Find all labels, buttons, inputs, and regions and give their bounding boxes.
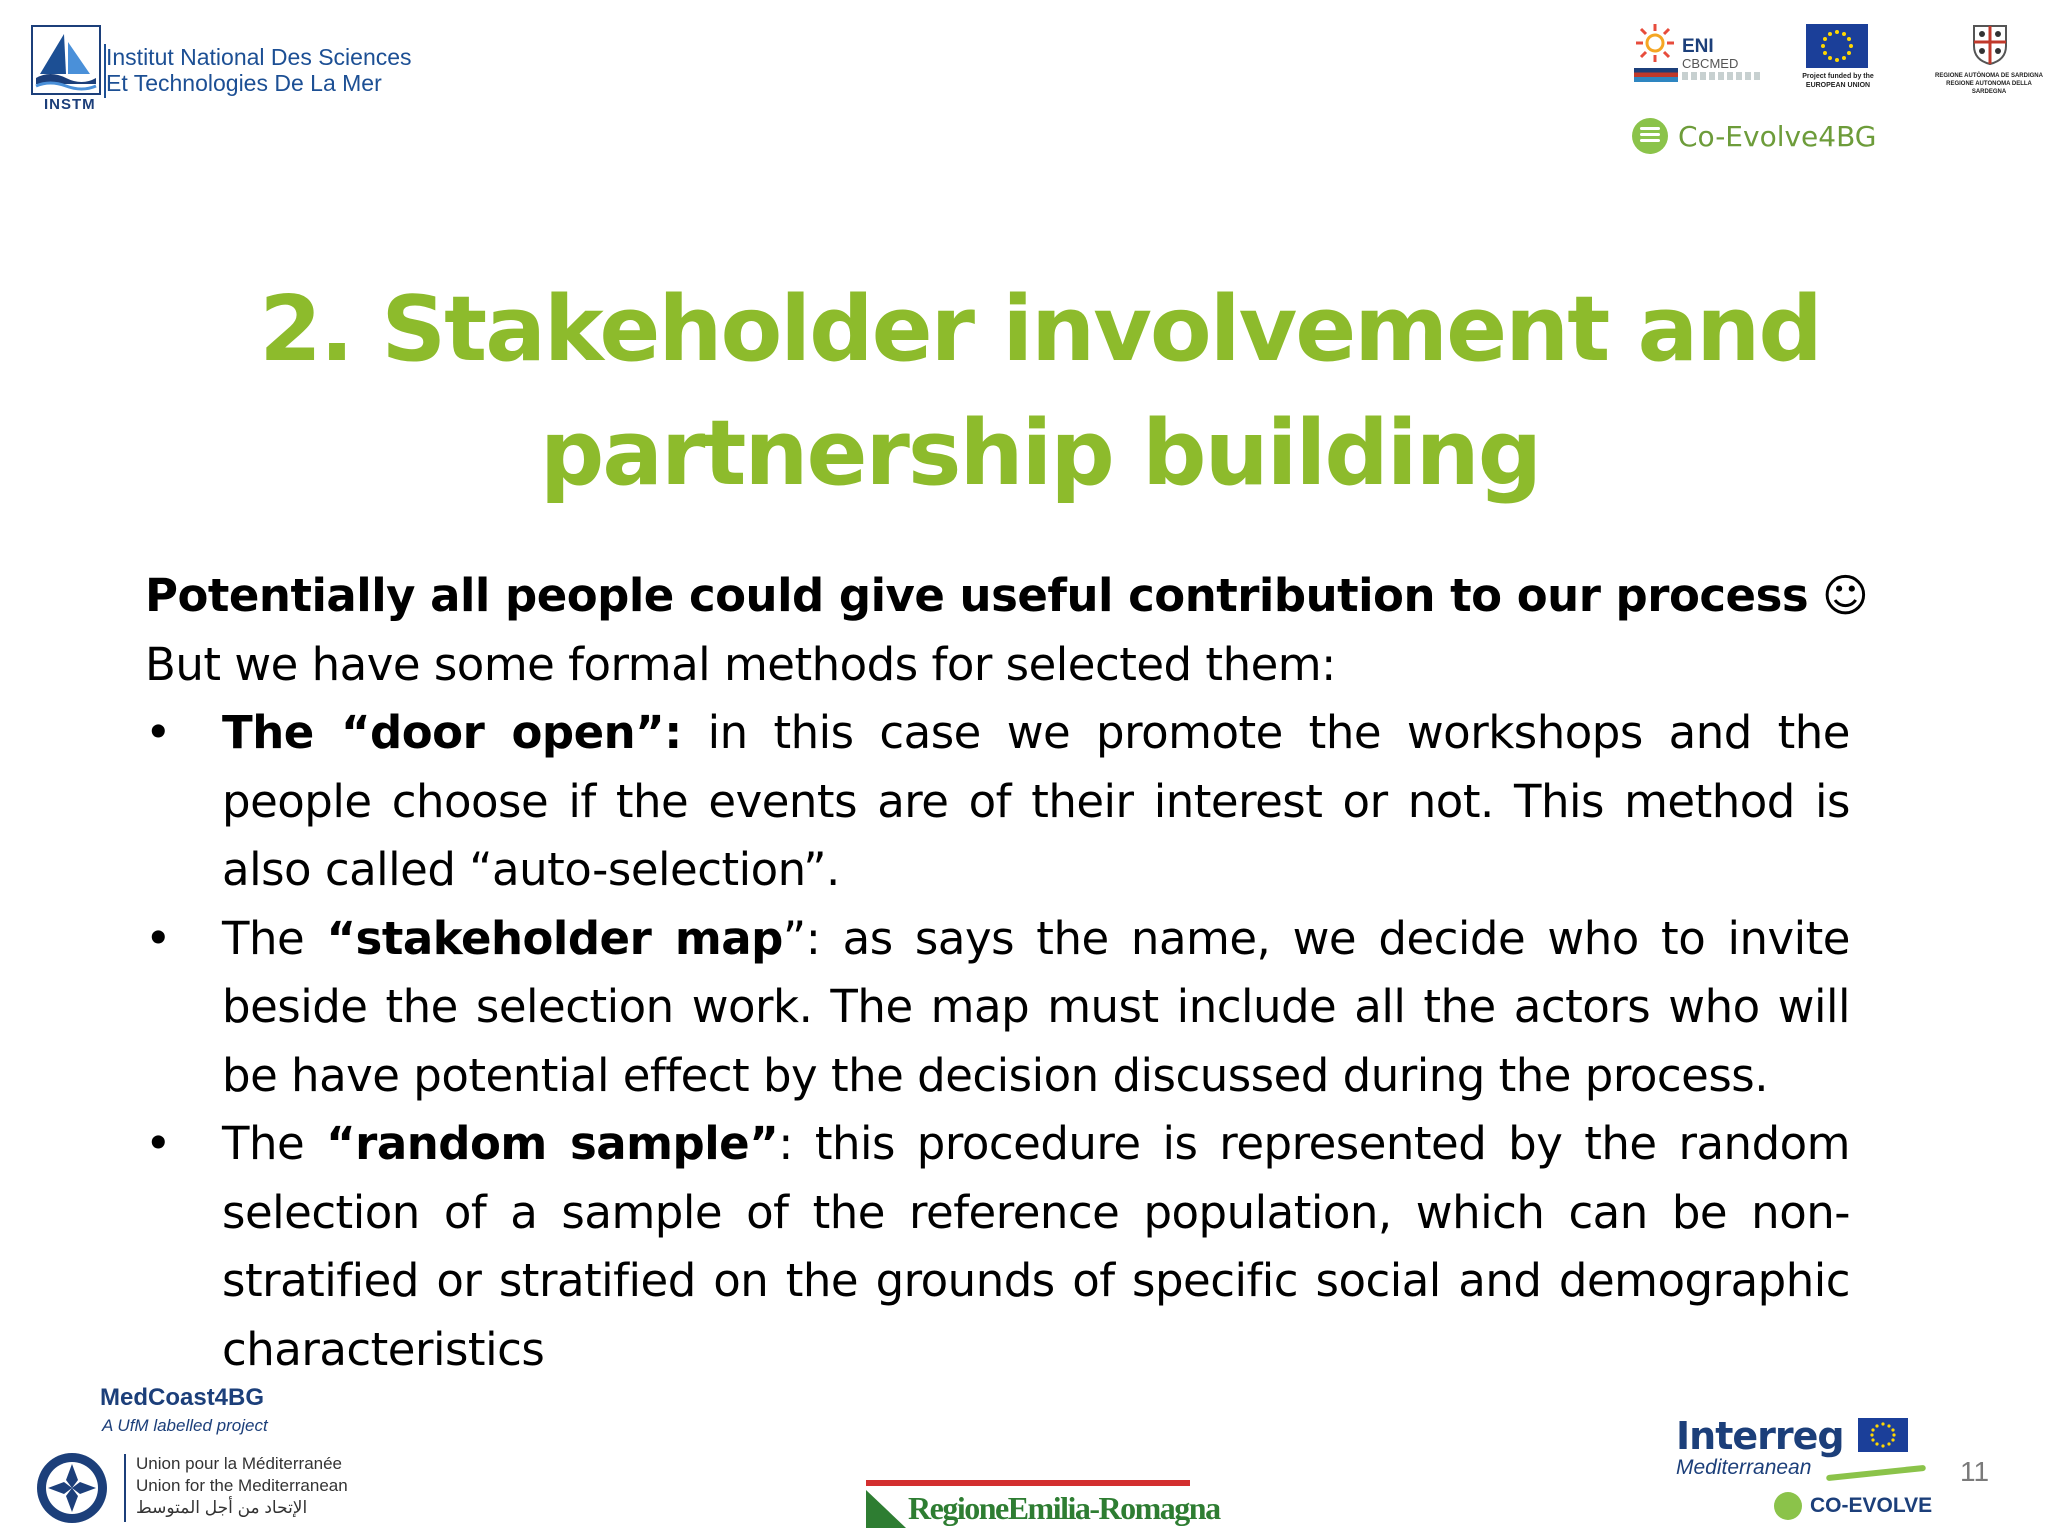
coevolve-label: CO-EVOLVE xyxy=(1810,1494,1933,1517)
intro-bold-text: Potentially all people could give useful contribution to our process xyxy=(145,569,1809,622)
medcoast-name: MedCoast4BG xyxy=(100,1384,265,1411)
instm-name-line2: Et Technologies De La Mer xyxy=(106,70,382,96)
interreg-logo xyxy=(1676,1414,1926,1484)
desc-door-open: in this case we promote the workshops and the people choose if the events are of their interest or not. This method is also called “auto-selection”. xyxy=(222,706,1850,896)
bullet-icon: • xyxy=(145,706,172,759)
medcoast4bg-logo xyxy=(100,1384,360,1436)
term-stakeholder-map: “stakeholder map xyxy=(326,911,783,965)
list-item-stakeholder-map: • The “stakeholder map”: as says the name, we decide who to invite beside the selection work. The map must include all the actors who will be have potential effect by the decision discussed during the process. xyxy=(145,905,1850,1111)
ufm-line-en: Union for the Mediterranean xyxy=(136,1476,348,1495)
instm-name-line1: Institut National Des Sciences xyxy=(106,44,412,70)
title-line-1: 2. Stakeholder involvement and xyxy=(259,277,1821,382)
interreg-swoosh xyxy=(1826,1465,1926,1481)
term-random-sample: “random sample” xyxy=(326,1117,779,1170)
instm-emblem-icon xyxy=(30,24,102,96)
instm-logo xyxy=(30,24,410,114)
cbcmed-label: CBCMED xyxy=(1682,56,1739,71)
eu-flag-icon xyxy=(1806,24,1868,68)
medcoast-subtitle: A UfM labelled project xyxy=(102,1416,268,1435)
emilia-flag-icon xyxy=(866,1490,906,1528)
emilia-name: RegioneEmilia-Romagna xyxy=(908,1490,1220,1526)
desc-random-sample: : this procedure is represented by the random selection of a sample of the reference population, which can be non-stratified or stratified on the grounds of specific social and demographic characteristics xyxy=(222,1117,1851,1376)
sardegna-text: REGIONE AUTÒNOMA DE SARDIGNA REGIONE AUTONOMA DELLA SARDEGNA xyxy=(1935,73,2043,95)
sardegna-shield-icon xyxy=(1972,22,2008,66)
title-line-2: partnership building xyxy=(539,401,1541,506)
eni-waves xyxy=(1634,68,1678,82)
instm-acronym: INSTM xyxy=(44,96,96,113)
slide-body xyxy=(145,562,1869,1384)
eni-cbcmed-logo xyxy=(1634,22,1764,88)
emilia-romagna-logo xyxy=(866,1480,1220,1530)
bullet-icon: • xyxy=(145,911,172,965)
eni-label: ENI xyxy=(1682,36,1714,57)
eni-sun-icon xyxy=(1634,22,1676,64)
emilia-red-bar xyxy=(866,1480,1190,1486)
coevolve-leaf-icon xyxy=(1774,1492,1802,1520)
ufm-logo xyxy=(34,1448,374,1528)
term-door-open: The “door open”: xyxy=(222,706,682,759)
sardegna-logo xyxy=(1930,22,2048,95)
eni-tagline xyxy=(1682,72,1762,80)
intro-line-2: But we have some formal methods for selected them: xyxy=(145,637,1336,691)
methods-list xyxy=(145,699,1851,1384)
coevolve-waves-icon xyxy=(1632,118,1668,154)
interreg-name: Interreg xyxy=(1676,1414,1844,1458)
interreg-eu-flag-icon xyxy=(1858,1418,1908,1452)
list-item-door-open xyxy=(145,699,1850,905)
ufm-emblem-icon xyxy=(34,1450,110,1526)
ufm-divider xyxy=(124,1454,126,1522)
desc-stakeholder-map: ”: as says the name, we decide who to invite beside the selection work. The map must include all the actors who will be have potential effect by the decision discussed during the process. xyxy=(222,911,1850,1102)
ufm-line-fr: Union pour la Méditerranée xyxy=(136,1454,343,1473)
coevolve4bg-logo xyxy=(1632,116,1892,156)
interreg-programme: Mediterranean xyxy=(1676,1456,1812,1479)
coevolve4bg-label: Co-Evolve4BG xyxy=(1678,120,1877,153)
list-item-random-sample: • The “random sample”: this procedure is represented by the random selection of a sample of the reference population, which can be non-stratified or stratified on the grounds of specific social and demographic characteristics xyxy=(145,1110,1850,1384)
slide-title xyxy=(150,268,1930,516)
smiley-icon: ☺ xyxy=(1821,569,1869,622)
bullet-icon: • xyxy=(145,1117,172,1170)
ufm-line-ar: الإتحاد من أجل المتوسط xyxy=(136,1498,308,1517)
intro-line xyxy=(145,562,1869,631)
page-number: 11 xyxy=(1960,1456,1990,1487)
coevolve-footer-logo xyxy=(1774,1490,1944,1524)
eu-funding-text: Project funded by the EUROPEAN UNION xyxy=(1802,73,1874,89)
